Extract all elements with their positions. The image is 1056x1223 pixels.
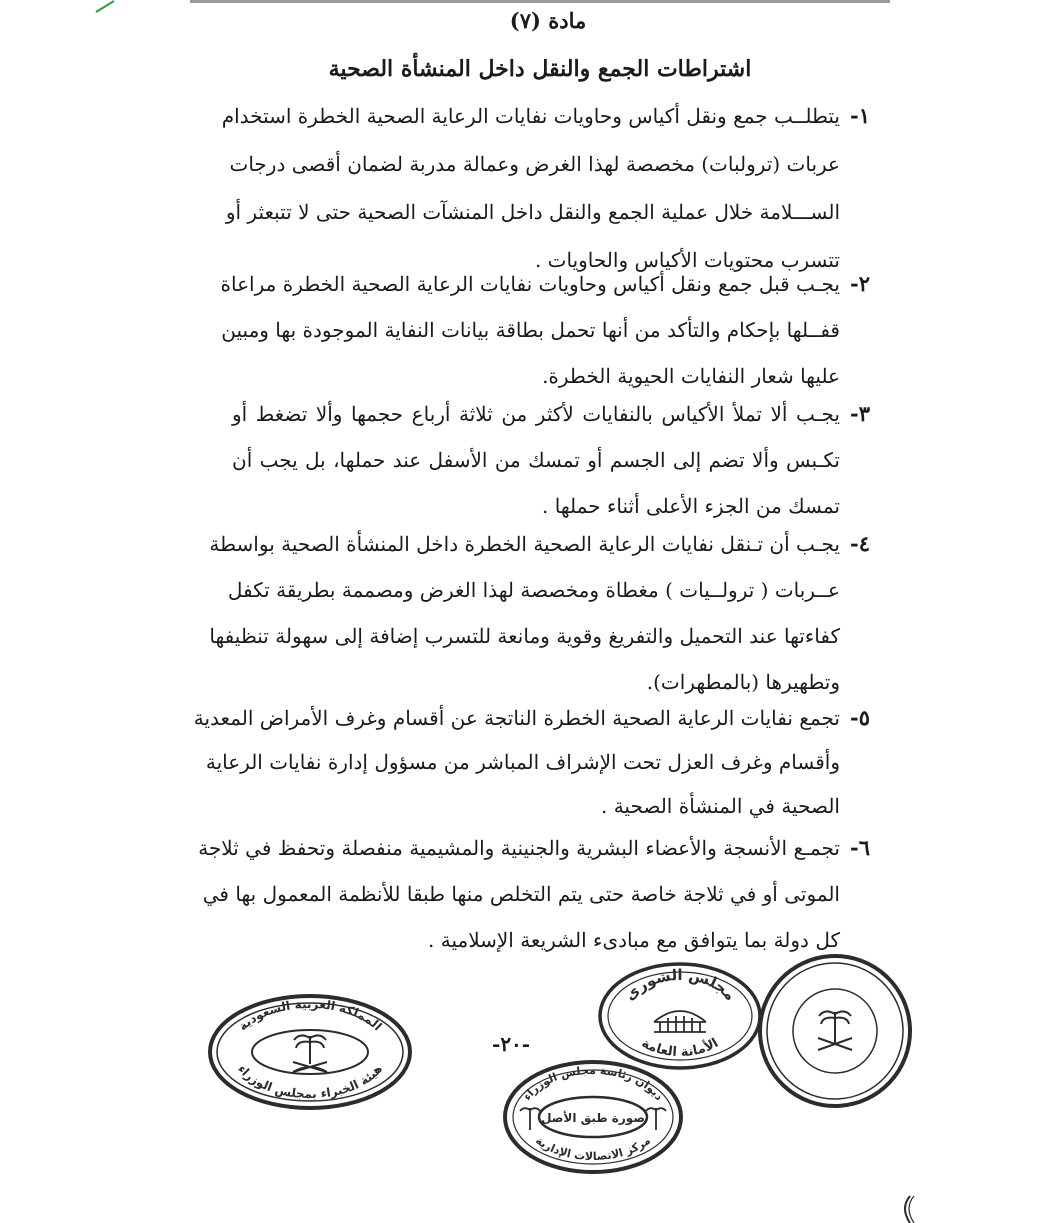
article-number: مادة (٧) [509,8,587,33]
clause-2 [210,264,870,388]
clause-line: عربات (ترولبات) مخصصة لهذا الغرض وعمالة مدربة لضمان أقصى درجات [229,152,840,176]
clause-line: تكـبس وألا تضم إلى الجسم أو تمسك من الأسفل عند حملها، بل يجب أن [232,448,840,472]
clause-number: ٦- [850,835,870,860]
clause-3 [210,394,870,518]
cabinet-secretariat-seal [756,952,914,1110]
clause-line: عــربات ( ترولــيات ) مغطاة ومخصصة لهذا الغرض ومصممة بطريقة تكفل [227,578,840,602]
clause-line: الموتى أو في ثلاجة خاصة حتى يتم التخلص منها طبقا للأنظمة المعمول بها في [202,882,840,906]
clause-line: تجمع نفايات الرعاية الصحية الخطرة الناتجة عن أقسام وغرف الأمراض المعدية [193,706,840,730]
seal-top-text: مجلس الشورى [620,965,740,1005]
clause-number: ٢- [850,271,870,296]
top-border-line [190,0,890,3]
clause-number: ٣- [850,401,870,426]
clause-number: ١- [850,103,870,128]
cabinet-experts-seal [205,992,415,1112]
svg-text:مركز الاتصالات الإدارية [533,1134,653,1163]
clause-4 [209,524,870,694]
clause-line: كل دولة بما يتوافق مع مبادىء الشريعة الإسلامية . [428,928,840,952]
clause-6 [198,828,870,952]
true-copy-seal [500,1058,686,1176]
clause-line: يجـب أن تـنقل نفايات الرعاية الصحية الخطرة داخل المنشأة الصحية بواسطة [209,532,840,556]
clause-line: وأقسام وغرف العزل تحت الإشراف المباشر من مسؤول إدارة نفايات الرعاية [205,750,840,774]
palm-and-swords-emblem-icon [293,1035,327,1072]
clause-line: قفــلها بإحكام والتأكد من أنها تحمل بطاقة بيانات النفاية الموجودة بها ومبين [221,318,840,342]
clause-line: الصحية في المنشأة الصحية . [600,794,840,818]
clause-5 [193,698,870,818]
clause-number: ٥- [850,705,870,730]
clause-line: كفاءتها عند التحميل والتفريغ وقوية ومانعة للتسرب إضافة إلى سهولة تنظيفها [209,624,840,648]
clause-line: يجـب ألا تملأ الأكياس بالنفايات لأكثر من ثلاثة أرباع حجمها وألا تضغط أو [232,402,840,426]
seal-top-text: المملكة العربية السعودية [235,996,385,1034]
clause-line: تمسك من الجزء الأعلى أثناء حملها . [542,494,840,518]
clause-line: يتطلــب جمع ونقل أكياس وحاويات نفايات الرعاية الصحية الخطرة استخدام [221,104,840,128]
seal-bottom-text: هيئة الخبراء بمجلس الوزراء [235,1061,386,1102]
page-number: -٢٠- [492,1032,531,1056]
clause-line: وتطهيرها (بالمطهرات). [646,670,840,694]
clause-line: يجـب قبل جمع ونقل أكياس وحاويات نفايات الرعاية الصحية الخطرة مراعاة [220,272,840,296]
clause-1 [210,96,870,272]
article-title: اشتراطات الجمع والنقل داخل المنشأة الصحية [328,56,752,82]
clause-line: عليها شعار النفايات الحيوية الخطرة. [542,364,840,388]
seal-bottom-text: مركز الاتصالات الإدارية [533,1133,653,1164]
page-edge-bracket-icon [896,1194,916,1223]
building-emblem-icon [654,1011,706,1032]
clause-line: تتسرب محتويات الأكياس والحاويات . [534,248,840,272]
seal-center-text: صورة طبق الأصل [541,1111,645,1125]
shura-council-seal [596,960,764,1072]
seal-bottom-text: الأمانة العامة [638,1035,722,1061]
clause-number: ٤- [850,531,870,556]
seal-top-text: ديوان رئاسة مجلس الوزراء [520,1063,666,1103]
palm-and-swords-emblem-icon [818,1011,852,1050]
clause-line: تجمـع الأنسجة والأعضاء البشرية والجنينية والمشيمية منفصلة وتحفظ في ثلاجة [198,836,840,860]
clause-line: الســـلامة خلال عملية الجمع والنقل داخل المنشآت الصحية حتى لا تتبعثر أو [225,200,840,224]
